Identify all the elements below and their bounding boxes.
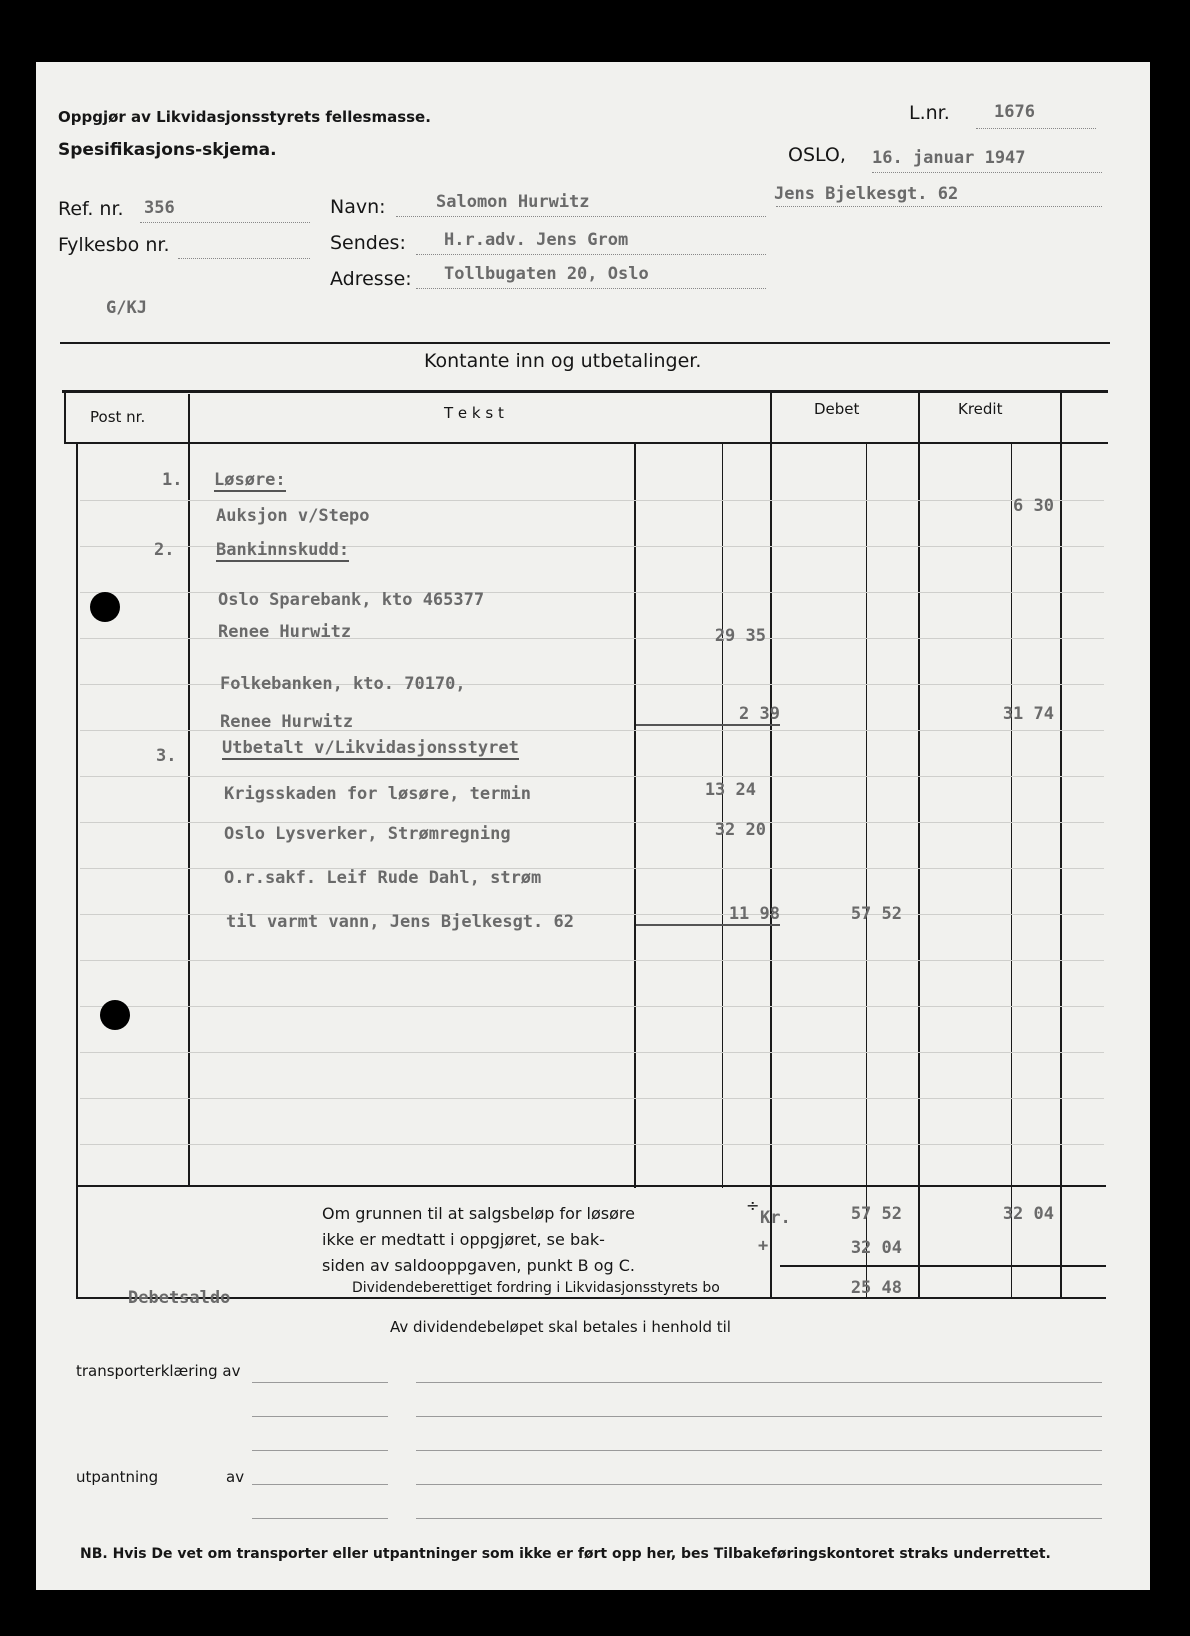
rule [80,1006,1104,1007]
rule [80,822,1104,823]
table-top [62,390,1108,393]
fill-line [252,1416,388,1417]
adresse-label: Adresse: [330,268,412,290]
body-left-edge [76,442,78,1298]
fill-line [416,1450,1102,1451]
col-debet-header: Debet [814,400,860,418]
org-line: Oppgjør av Likvidasjonsstyrets fellesmasse. [58,108,431,126]
minus-sign: ÷ [746,1196,760,1215]
sub-amount: 2 39 [636,704,780,726]
table-body-bottom [76,1185,1106,1187]
fill-line [252,1484,388,1485]
punch-hole [90,592,120,622]
saldo-value: 25 48 [850,1278,902,1298]
debetsaldo-label: Debetsaldo [128,1288,231,1308]
debet-divider [770,390,772,1298]
ref-value: 356 [144,198,175,218]
kr-label: Kr. [760,1208,791,1228]
col-kredit-header: Kredit [958,400,1003,418]
debet-amount: 57 52 [850,904,902,924]
initials: G/KJ [106,298,147,318]
fill-line [416,1416,1102,1417]
rule [80,1144,1104,1145]
entry-text: O.r.sakf. Leif Rude Dahl, strøm [224,868,542,888]
entry-text: Krigsskaden for løsøre, termin [224,784,532,804]
dividend-instruction: Av dividendebeløpet skal betales i henhold til [390,1318,731,1336]
navn-line [396,216,766,217]
sendes-value: H.r.adv. Jens Grom [444,230,629,250]
rule [80,960,1104,961]
entry-text: Auksjon v/Stepo [216,506,370,526]
sub-amount-left [634,442,636,1188]
sendes-line [416,254,766,255]
col-tekst-header: T e k s t [444,404,504,422]
address-line [776,206,1102,207]
fill-line [252,1382,388,1383]
ref-label: Ref. nr. [58,198,124,220]
fylkesbo-line [178,258,310,259]
nb-note: NB. Hvis De vet om transporter eller utpantninger som ikke er ført opp her, bes Tilbakeføringskontoret straks underrettet. [80,1546,1051,1562]
ref-line [140,222,310,223]
transport-label: transporterklæring av [76,1362,241,1380]
navn-label: Navn: [330,196,386,218]
debet-ore [866,442,867,1298]
sendes-label: Sendes: [330,232,406,254]
lnr-label: L.nr. [909,102,950,124]
fill-line [416,1484,1102,1485]
navn-value: Salomon Hurwitz [436,192,590,212]
entry-text: Bankinnskudd: [216,540,350,560]
post-divider [188,394,190,1186]
entry-text: Oslo Lysverker, Strømregning [224,824,511,844]
lnr-line [976,128,1096,129]
fill-line [252,1518,388,1519]
document-page [36,62,1150,1590]
entry-text: Oslo Sparebank, kto 465377 [218,590,485,610]
table-left-edge [64,390,66,444]
fill-line [416,1382,1102,1383]
entry-text: Renee Hurwitz [218,622,352,642]
sub-amount: 11 98 [636,904,780,926]
punch-hole [100,1000,130,1030]
rule [80,776,1104,777]
entry-text: Renee Hurwitz [220,712,354,732]
rule [80,500,1104,501]
rule [80,1098,1104,1099]
sub-amount: 32 20 [714,820,766,840]
sub-amount-ore [722,442,723,1188]
note-line-3: siden av saldooppgaven, punkt B og C. [322,1256,635,1275]
note-line-2: ikke er medtatt i oppgjøret, se bak- [322,1230,605,1249]
sum-debet: 57 52 [850,1204,902,1224]
kredit-amount: 31 74 [1002,704,1054,724]
post-number: 2. [154,540,175,560]
entry-text: til varmt vann, Jens Bjelkesgt. 62 [226,912,574,932]
table-bottom [76,1297,1106,1299]
note-line-1: Om grunnen til at salgsbeløp for løsøre [322,1204,635,1223]
plus-value: 32 04 [850,1238,902,1258]
col-post-header: Post nr. [90,408,146,426]
date-value: 16. januar 1947 [872,148,1026,168]
sum-line [780,1265,1106,1267]
post-number: 3. [156,746,177,766]
fill-line [416,1518,1102,1519]
table-header-bottom [64,442,1108,444]
date-line [872,172,1102,173]
city-label: OSLO, [788,144,846,166]
av-label: av [226,1468,245,1486]
entry-text: Utbetalt v/Likvidasjonsstyret [222,738,519,758]
adresse-value: Tollbugaten 20, Oslo [444,264,649,284]
adresse-line [416,288,766,289]
entry-text: Folkebanken, kto. 70170, [220,674,466,694]
kredit-divider [918,390,920,1298]
sub-amount: 13 24 [704,780,756,800]
fill-line [252,1450,388,1451]
section-title: Kontante inn og utbetalinger. [424,350,702,372]
dividend-label: Dividendeberettiget fordring i Likvidasjonsstyrets bo [352,1280,720,1296]
utpantning-label: utpantning [76,1468,159,1486]
rule [80,1052,1104,1053]
kredit-ore [1011,442,1012,1298]
table-right-edge [1060,390,1062,1298]
kredit-amount: 6 30 [1013,496,1054,516]
plus-sign: + [758,1236,769,1256]
sum-kredit: 32 04 [1002,1204,1054,1224]
address-value: Jens Bjelkesgt. 62 [774,184,959,204]
lnr-value: 1676 [994,102,1035,122]
post-number: 1. [162,470,183,490]
entry-text: Løsøre: [214,470,286,490]
form-title: Spesifikasjons-skjema. [58,140,277,160]
sub-amount: 29 35 [714,626,766,646]
fylkesbo-label: Fylkesbo nr. [58,234,170,256]
section-divider [60,342,1110,344]
